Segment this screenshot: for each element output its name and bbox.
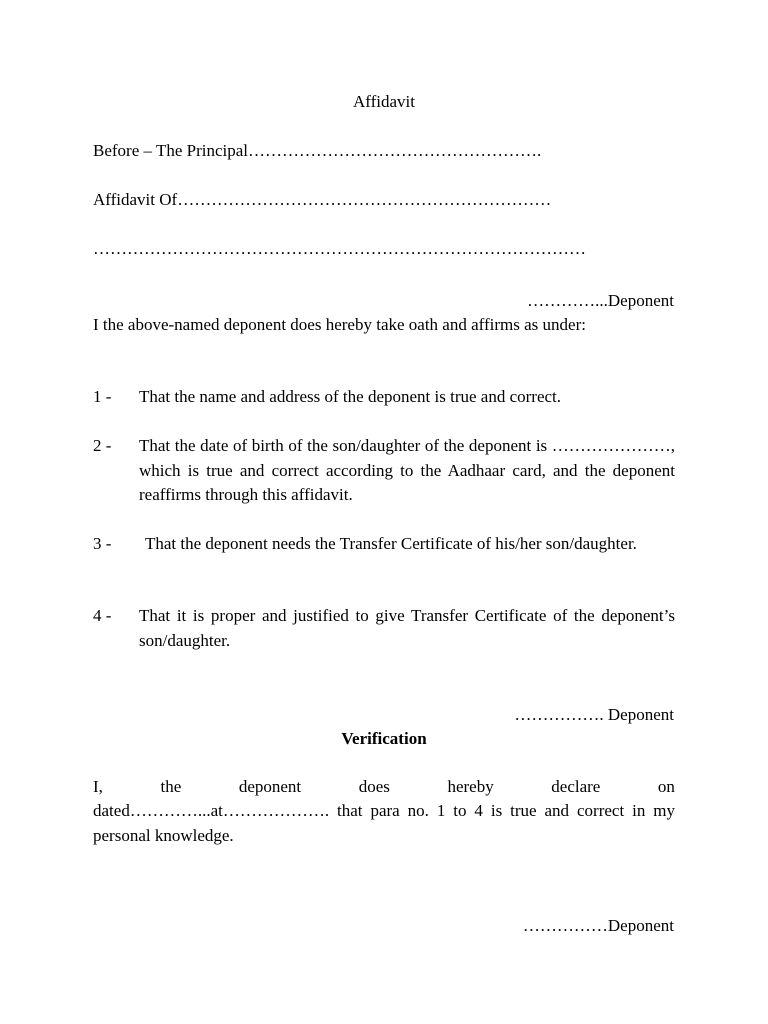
verification-word: declare bbox=[551, 777, 601, 796]
list-item-text: That the name and address of the deponent is true and correct. bbox=[139, 387, 562, 406]
dotted-fill-line: …………………………………………………………………………… bbox=[93, 239, 586, 258]
list-item-number: 2 - bbox=[93, 436, 112, 455]
list-item-number: 3 - bbox=[93, 534, 112, 553]
list-item bbox=[93, 604, 675, 653]
deponent-signature-1: …………...Deponent bbox=[527, 291, 674, 310]
verification-word: deponent bbox=[238, 777, 302, 796]
list-item bbox=[93, 532, 675, 557]
verification-word: the bbox=[160, 777, 182, 796]
list-item-text: That the deponent needs the Transfer Certificate of his/her son/daughter. bbox=[145, 534, 637, 553]
list-item-number: 4 - bbox=[93, 606, 112, 625]
before-principal-line: Before – The Principal……………………………………………. bbox=[93, 141, 542, 160]
verification-word: hereby bbox=[447, 777, 494, 796]
list-item-text: That the date of birth of the son/daughter of the deponent is …………………, which is true and correct according to the Aadhaar card, and the deponent reaffirms through this affidavit. bbox=[139, 436, 675, 504]
verification-heading: Verification bbox=[341, 729, 427, 748]
list-item bbox=[93, 385, 675, 410]
list-item bbox=[93, 434, 675, 508]
deponent-signature-2: ……………. Deponent bbox=[514, 705, 674, 724]
affidavit-of-line: Affidavit Of………………………………………………………… bbox=[93, 190, 552, 209]
verification-word: on bbox=[657, 777, 675, 796]
verification-first-line bbox=[93, 775, 675, 800]
verification-word: I, bbox=[93, 777, 103, 796]
document-title: Affidavit bbox=[352, 92, 415, 111]
verification-word: does bbox=[358, 777, 390, 796]
list-item-number: 1 - bbox=[93, 387, 112, 406]
intro-paragraph: I the above-named deponent does hereby take oath and affirms as under: bbox=[93, 315, 586, 334]
list-item-text: That it is proper and justified to give Transfer Certificate of the deponent’s son/daughter. bbox=[139, 606, 675, 650]
verification-paragraph: dated…………...at………………. that para no. 1 to 4 is true and correct in my personal knowledge. bbox=[93, 801, 675, 845]
deponent-signature-3: ……………Deponent bbox=[522, 916, 674, 935]
